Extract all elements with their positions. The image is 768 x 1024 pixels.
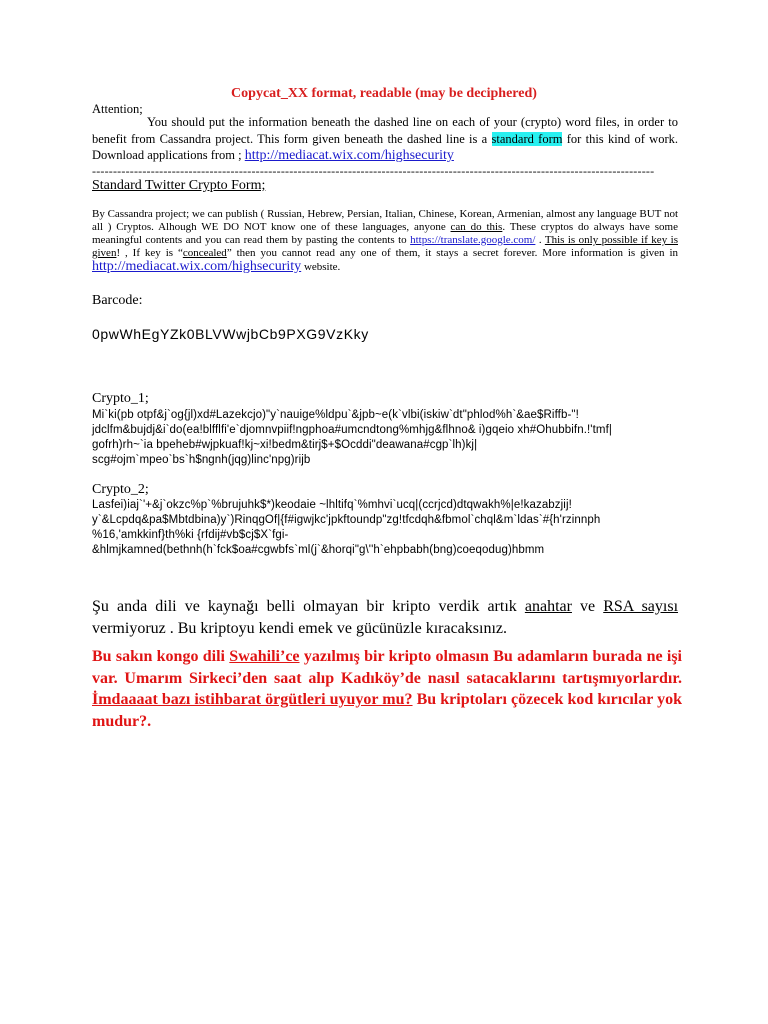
description-text: By Cassandra project; we can publish ( Russian, Hebrew, Persian, Italian, Chinese, Korean, Armenian, almost any language BUT not all ) Cryptos. Alhough WE DO NOT know one of these languages, anyone [92, 208, 678, 233]
turkish2-text-3: Bu kriptoları çözecek kod kırıcılar yok mudur?. [92, 691, 683, 730]
description-text-6: website. [301, 261, 341, 273]
crypto2-block [92, 498, 600, 558]
crypto2-line: %16,'amkkinf}th%ki {rfdij#vb$cj$X`fgi- [92, 529, 289, 541]
intro-text: You should put the information beneath the dashed line on each of your (crypto) word files, in order to benefit from Cassandra project. This form given beneath the dashed line is a [92, 115, 678, 146]
turkish2-text-2: yazılmış bir kripto olmasın Bu adamların burada ne işi var. Umarım Sirkeci’den saat alıp Kadıköy’de nasıl satacaklarını tartışmıyorlardır. [92, 648, 683, 687]
imdat-text: İmdaaaat bazı istihbarat örgütleri uyuyor mu? [92, 691, 413, 708]
swahili-text: Swahili’ce [229, 648, 300, 665]
barcode-label: Barcode: [92, 293, 143, 308]
mediacat-link-2[interactable]: http://mediacat.wix.com/highsecurity [92, 259, 302, 274]
crypto1-line: Mi`ki(pb otpf&j`og{jl)xd#Lazekcjo)"y`nauige%ldpu`&jpb~e(k`vlbi(iskiw`dt"phlod%h`&ae$Riffb-"! [92, 409, 579, 421]
mediacat-link[interactable]: http://mediacat.wix.com/highsecurity [244, 148, 454, 163]
turkish2-text: Bu sakın kongo dili [92, 648, 230, 665]
barcode-value: 0pwWhEgYZk0BLVWwjbCb9PXG9VzKky [92, 326, 369, 342]
crypto2-line: y`&Lcpdq&pa$Mbtdbina)y`)RinqgOf|{f#igwjkc'jpkftoundp"zg!tfcdqh&fbmol`chql&m`ldas`#{h'rzinnph [92, 514, 601, 526]
page-title: Copycat_XX format, readable (may be deciphered) [231, 86, 537, 101]
turkish-paragraph-2 [92, 646, 682, 732]
rsa-text: RSA sayısı [603, 598, 679, 615]
intro-paragraph [92, 114, 678, 165]
turkish1-text: Şu anda dili ve kaynağı belli olmayan bir kripto verdik artık [92, 598, 525, 615]
turkish1-text-2: ve [571, 598, 604, 615]
intro-text-after: for this kind of work. Download applications from ; [92, 131, 678, 162]
crypto2-line: &hlmjkamned(bethnh(h`fck$oa#cgwbfs`ml(j`&horqi"g\''h`ehpbabh(bng)coeqodug)hbmm [92, 544, 545, 556]
form-title: Standard Twitter Crypto Form; [92, 178, 266, 193]
turkish1-text-3: vermiyoruz . Bu kriptoyu kendi emek ve gücünüzle kıracaksınız. [92, 620, 507, 637]
concealed-text: concealed [182, 247, 227, 259]
crypto2-label: Crypto_2; [92, 482, 149, 497]
can-do-this-text: can do this [450, 221, 503, 233]
crypto1-line: gofrh)rh~`ia bpeheb#wjpkuaf!kj~xi!bedm&tirj$+$Ocddi"deawana#cgp`lh)kj| [92, 439, 478, 451]
dashed-divider: -------------------------------------------------------------------------------------------------------------------------------------- [92, 164, 655, 178]
standard-form-highlight: standard form [491, 131, 563, 146]
description-text-2: . These cryptos do always have some meaningful contents and you can read them by pasting the contents to [92, 221, 678, 246]
translate-link[interactable]: https://translate.google.com/ [410, 234, 536, 246]
crypto1-block [92, 408, 612, 468]
anahtar-text: anahtar [524, 598, 572, 615]
crypto2-line: Lasfei)iaj`'+&j`okzc%p`%brujuhk$*)keodaie ~lhltifq`%mhvi`ucq|(ccrjcd)dtqwakh%|e!kazabzjij! [92, 499, 572, 511]
attention-label: Attention; [92, 102, 143, 116]
description-text-5: ” then you cannot read any one of them, it stays a secret forever. More information is given in [226, 247, 679, 259]
turkish-paragraph-1 [92, 596, 678, 640]
only-possible-text: This is only possible if key is given [92, 234, 678, 259]
crypto1-line: scg#ojm`mpeo`bs`h$ngnh(jqg)linc'npg)rijb [92, 454, 311, 466]
crypto1-line: jdclfm&bujdj&i`do(ea!blfflfi'e`djomnvpiif!ngphoa#umcndtong%mhjg&flhno& i)gqeio xh#Ohubbifn.!'tmf| [92, 424, 612, 436]
crypto1-label: Crypto_1; [92, 391, 149, 406]
description-text-4: ! , If key is “ [116, 247, 183, 259]
description-text-3: . [535, 234, 545, 246]
description-paragraph [92, 208, 678, 274]
